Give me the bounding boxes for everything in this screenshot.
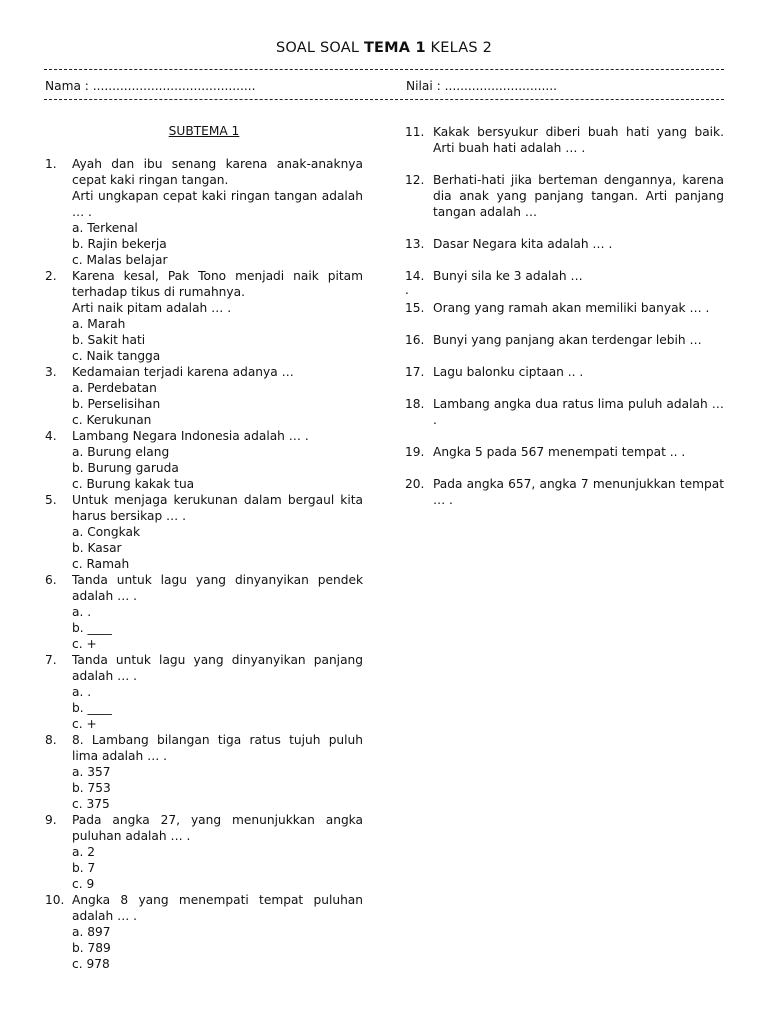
question-text: Arti ungkapan cepat kaki ringan tangan adalah … . (72, 189, 363, 219)
question-text: Arti naik pitam adalah … . (72, 301, 232, 315)
question-item (45, 268, 363, 364)
answer-option: c. + (72, 637, 97, 651)
answer-option: c. Naik tangga (72, 349, 161, 363)
answer-option: b. Rajin bekerja (72, 237, 167, 251)
question-item (45, 428, 363, 492)
student-info-row (45, 79, 725, 95)
question-item (405, 268, 724, 284)
question-text: Tanda untuk lagu yang dinyanyikan pendek adalah … . (72, 573, 363, 603)
answer-option: c. Malas belajar (72, 253, 168, 267)
page-title: SOAL SOAL TEMA 1 KELAS 2 (276, 40, 492, 56)
question-text: Berhati-hati jika berteman dengannya, karena dia anak yang panjang tangan. Arti panjang tangan adalah … (433, 173, 724, 219)
question-number: 13. (405, 237, 425, 251)
stray-mark: . (405, 283, 409, 297)
question-text: Angka 5 pada 567 menempati tempat .. . (433, 445, 686, 459)
answer-option: a. . (72, 605, 92, 619)
question-text: Orang yang ramah akan memiliki banyak … . (433, 301, 710, 315)
question-text: Angka 8 yang menempati tempat puluhan adalah … . (72, 893, 363, 923)
answer-option: b. Perselisihan (72, 397, 161, 411)
question-item (45, 892, 363, 972)
left-question-column (45, 156, 363, 972)
answer-option: a. Terkenal (72, 221, 138, 235)
answer-option: c. Burung kakak tua (72, 477, 195, 491)
question-text: Dasar Negara kita adalah … . (433, 237, 613, 251)
answer-option: a. 897 (72, 925, 111, 939)
answer-option: c. 375 (72, 797, 110, 811)
question-text: Lagu balonku ciptaan .. . (433, 365, 584, 379)
question-number: 17. (405, 365, 425, 379)
question-text: Lambang Negara Indonesia adalah … . (72, 429, 309, 443)
question-text: Untuk menjaga kerukunan dalam bergaul kita harus bersikap … . (72, 493, 363, 523)
question-number: 7. (45, 653, 57, 667)
answer-option: b. 7 (72, 861, 96, 875)
question-number: 18. (405, 397, 425, 411)
answer-option: a. Marah (72, 317, 126, 331)
answer-option: a. 2 (72, 845, 95, 859)
nilai-field: Nilai : ............................. (406, 79, 557, 93)
answer-option: c. 978 (72, 957, 110, 971)
question-item (405, 476, 724, 508)
question-text: Pada angka 27, yang menunjukkan angka puluhan adalah … . (72, 813, 363, 843)
question-text: Pada angka 657, angka 7 menunjukkan tempat … . (433, 477, 724, 507)
question-item (405, 396, 724, 428)
question-number: 14. (405, 269, 425, 283)
question-number: 10. (45, 893, 65, 907)
question-number: 19. (405, 445, 425, 459)
answer-option: b. Kasar (72, 541, 122, 555)
question-text: Bunyi sila ke 3 adalah … (433, 269, 583, 283)
question-number: 8. (45, 733, 57, 747)
question-item (405, 444, 724, 460)
nama-field: Nama : .......................................... (45, 79, 256, 93)
answer-option: a. . (72, 685, 92, 699)
answer-option: b. ____ (72, 621, 112, 635)
question-number: 16. (405, 333, 425, 347)
question-text: Kakak bersyukur diberi buah hati yang baik. Arti buah hati adalah … . (433, 125, 724, 155)
question-text: Ayah dan ibu senang karena anak-anaknya cepat kaki ringan tangan. (72, 157, 363, 187)
answer-option: c. Kerukunan (72, 413, 152, 427)
dashed-divider-top (44, 69, 724, 70)
dashed-divider-bottom (44, 99, 724, 100)
question-number: 9. (45, 813, 57, 827)
question-number: 2. (45, 269, 57, 283)
answer-option: a. Burung elang (72, 445, 170, 459)
subtema-heading: SUBTEMA 1 (168, 124, 240, 138)
question-item (405, 300, 724, 316)
question-text: 8. Lambang bilangan tiga ratus tujuh puluh lima adalah … . (72, 733, 363, 763)
answer-option: b. Sakit hati (72, 333, 146, 347)
question-item (45, 156, 363, 268)
question-item (405, 124, 724, 156)
question-item (45, 732, 363, 812)
question-item (405, 332, 724, 348)
question-text: Karena kesal, Pak Tono menjadi naik pitam terhadap tikus di rumahnya. (72, 269, 363, 299)
question-number: 15. (405, 301, 425, 315)
question-number: 3. (45, 365, 57, 379)
answer-option: b. Burung garuda (72, 461, 179, 475)
question-number: 6. (45, 573, 57, 587)
question-text: Lambang angka dua ratus lima puluh adalah … . (433, 397, 724, 427)
answer-option: a. Perdebatan (72, 381, 157, 395)
question-item (405, 172, 724, 220)
question-item (45, 652, 363, 732)
question-item (45, 492, 363, 572)
question-item (405, 364, 724, 380)
question-item (405, 236, 724, 252)
question-text: Tanda untuk lagu yang dinyanyikan panjang adalah … . (72, 653, 363, 683)
answer-option: c. Ramah (72, 557, 130, 571)
answer-option: a. Congkak (72, 525, 141, 539)
question-item (45, 572, 363, 652)
answer-option: b. 789 (72, 941, 111, 955)
answer-option: b. 753 (72, 781, 111, 795)
answer-option: c. + (72, 717, 97, 731)
question-number: 5. (45, 493, 57, 507)
answer-option: a. 357 (72, 765, 111, 779)
question-number: 11. (405, 125, 425, 139)
question-item (45, 812, 363, 892)
question-number: 1. (45, 157, 57, 171)
question-item (45, 364, 363, 428)
answer-option: c. 9 (72, 877, 95, 891)
question-number: 4. (45, 429, 57, 443)
question-text: Kedamaian terjadi karena adanya … (72, 365, 294, 379)
answer-option: b. ____ (72, 701, 112, 715)
question-number: 12. (405, 173, 425, 187)
question-text: Bunyi yang panjang akan terdengar lebih … (433, 333, 702, 347)
question-number: 20. (405, 477, 425, 491)
right-question-column (405, 124, 724, 524)
